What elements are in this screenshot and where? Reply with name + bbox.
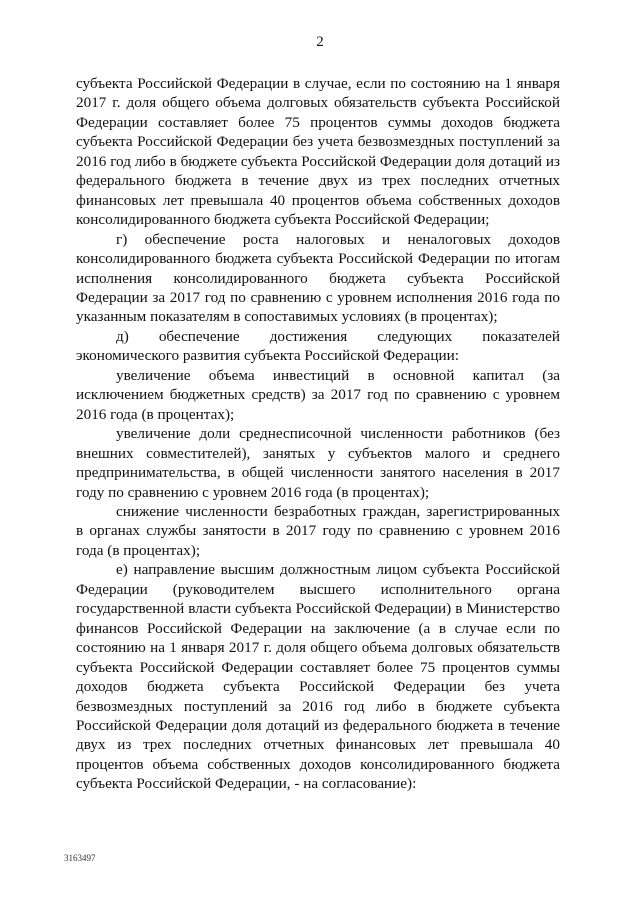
paragraph-item-d: д) обеспечение достижения следующих показателей экономического развития субъекта Российской Федерации: bbox=[76, 327, 560, 365]
paragraph-investment-indicator: увеличение объема инвестиций в основной капитал (за исключением бюджетных средств) за 2017 год по сравнению с уровнем 2016 года (в процентах); bbox=[76, 366, 560, 423]
paragraph-unemployment-indicator: снижение численности безработных граждан, зарегистрированных в органах службы занятости в 2017 году по сравнению с уровнем 2016 года (в процентах); bbox=[76, 502, 560, 559]
page-number: 2 bbox=[316, 34, 324, 50]
paragraph-item-g: г) обеспечение роста налоговых и неналоговых доходов консолидированного бюджета субъекта Российской Федерации по итогам исполнения консолидированного бюджета субъекта Российской Федерации за 2017 год по сравнению с уровнем исполнения 2016 года по указанным показателям в сопоставимых условиях (в процентах); bbox=[76, 230, 560, 326]
paragraph-continuation: субъекта Российской Федерации в случае, если по состоянию на 1 января 2017 г. доля общего объема долговых обязательств субъекта Российской Федерации составляет более 75 процентов суммы доходов бюджета субъекта Российской Федерации без учета безвозмездных поступлений за 2016 год либо в бюджете субъекта Российской Федерации доля дотаций из федерального бюджета в течение двух из трех последних отчетных финансовых лет превышала 40 процентов объема собственных доходов консолидированного бюджета субъекта Российской Федерации; bbox=[76, 75, 560, 229]
document-code: 3163497 bbox=[64, 853, 96, 863]
paragraph-employment-indicator: увеличение доли среднесписочной численности работников (без внешних совместителей), занятых у субъектов малого и среднего предпринимательства, в общей численности занятого населения в 2017 году по сравнению с уровнем 2016 года (в процентах); bbox=[76, 425, 560, 501]
document-body bbox=[76, 74, 560, 794]
paragraph-item-e: е) направление высшим должностным лицом субъекта Российской Федерации (руководителем высшего исполнительного органа государственной власти субъекта Российской Федерации) в Министерство финансов Российской Федерации на заключение (а в случае если по состоянию на 1 января 2017 г. доля общего объема долговых обязательств субъекта Российской Федерации составляет более 75 процентов суммы доходов бюджета субъекта Российской Федерации без учета безвозмездных поступлений за 2016 год либо в бюджете субъекта Российской Федерации доля дотаций из федерального бюджета в течение двух из трех последних отчетных финансовых лет превышала 40 процентов объема собственных доходов консолидированного бюджета субъекта Российской Федерации, - на согласование): bbox=[76, 561, 560, 793]
